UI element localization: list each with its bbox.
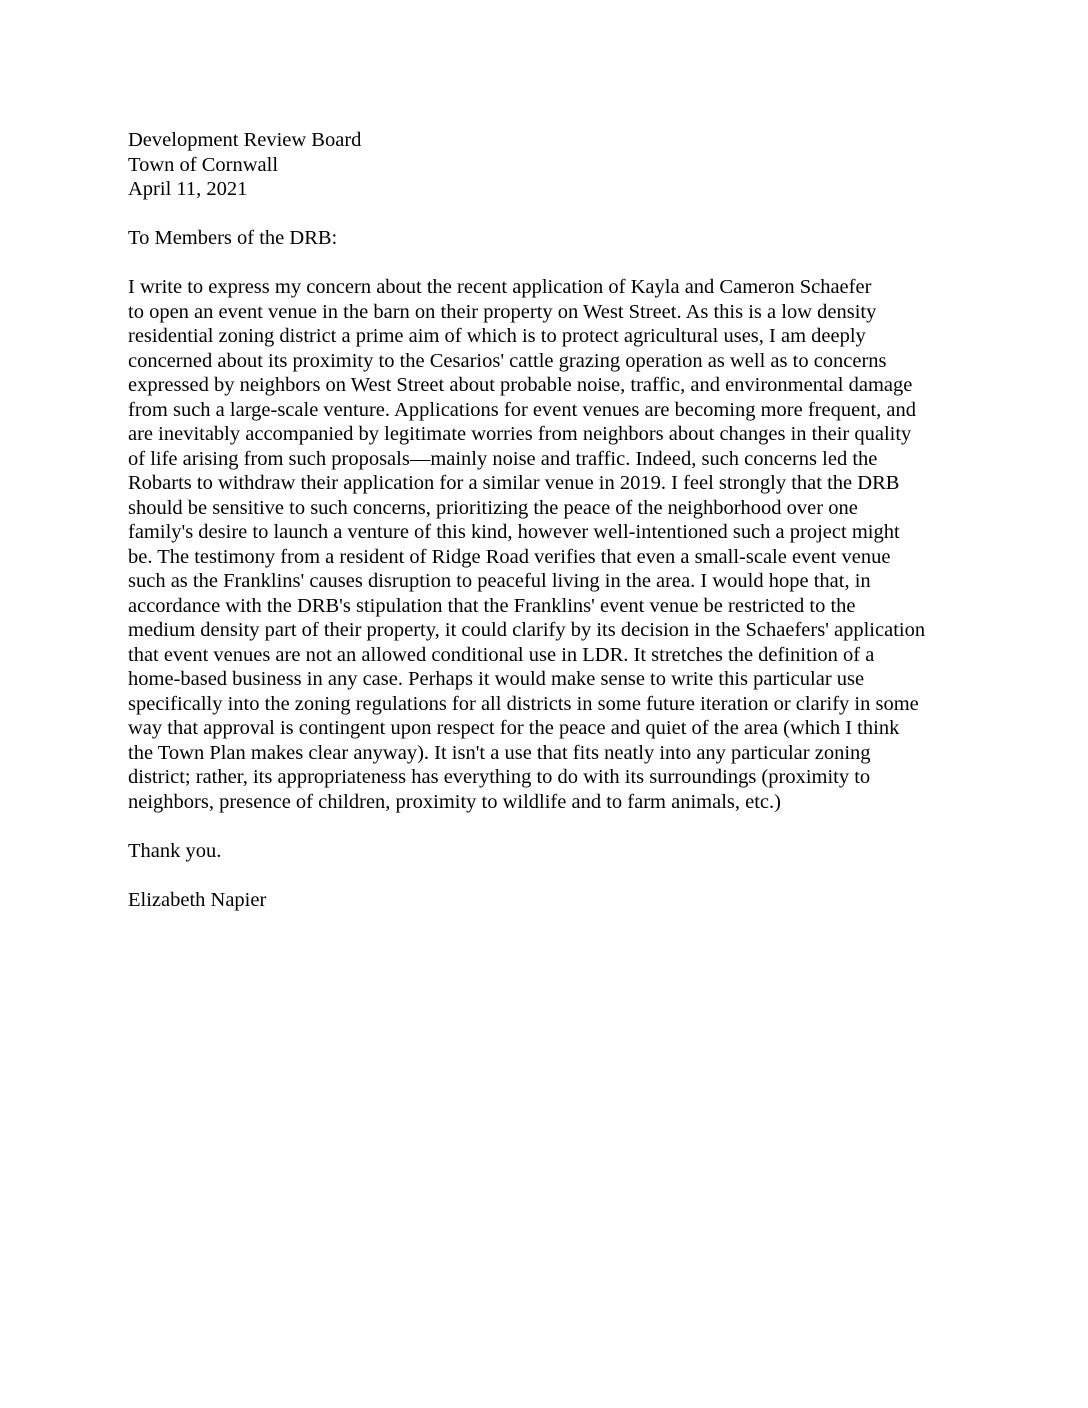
body-line: of life arising from such proposals—mainly noise and traffic. Indeed, such concerns led the — [128, 447, 878, 470]
body-line: the Town Plan makes clear anyway). It isn't a use that fits neatly into any particular zoning — [128, 741, 871, 764]
body-line: neighbors, presence of children, proximity to wildlife and to farm animals, etc.) — [128, 790, 781, 813]
body-line: Robarts to withdraw their application for a similar venue in 2019. I feel strongly that the DRB — [128, 472, 900, 494]
body-line: be. The testimony from a resident of Ridge Road verifies that even a small-scale event venue — [128, 545, 891, 568]
body-line: that event venues are not an allowed conditional use in LDR. It stretches the definition of a — [128, 643, 875, 666]
body-line: residential zoning district a prime aim of which is to protect agricultural uses, I am deeply — [128, 325, 866, 347]
body-line: are inevitably accompanied by legitimate worries from neighbors about changes in their quality — [128, 423, 912, 445]
body-line: concerned about its proximity to the Cesarios' cattle grazing operation as well as to concerns — [128, 349, 887, 372]
body-line: expressed by neighbors on West Street about probable noise, traffic, and environmental damage — [128, 374, 913, 396]
recipient-block — [128, 128, 988, 202]
body-line: to open an event venue in the barn on their property on West Street. As this is a low density — [128, 300, 877, 323]
body-line: should be sensitive to such concerns, prioritizing the peace of the neighborhood over one — [128, 496, 858, 519]
body-line: medium density part of their property, it could clarify by its decision in the Schaefers' application — [128, 619, 926, 641]
body-line: such as the Franklins' causes disruption to peaceful living in the area. I would hope that, in — [128, 570, 871, 592]
salutation: To Members of the DRB: — [128, 227, 338, 249]
recipient-town: Town of Cornwall — [128, 153, 279, 176]
letter-date: April 11, 2021 — [128, 178, 248, 200]
body-line: from such a large-scale venture. Applications for event venues are becoming more frequent, and — [128, 398, 916, 421]
body-line: way that approval is contingent upon respect for the peace and quiet of the area (which I think — [128, 717, 900, 739]
body-line: I write to express my concern about the recent application of Kayla and Cameron Schaefer — [128, 276, 872, 298]
body-line: specifically into the zoning regulations for all districts in some future iteration or clarify in some — [128, 692, 919, 715]
closing: Thank you. — [128, 839, 222, 862]
letter — [128, 128, 988, 912]
body-paragraph — [128, 275, 988, 814]
signature: Elizabeth Napier — [128, 888, 267, 911]
body-line: district; rather, its appropriateness has everything to do with its surroundings (proximity to — [128, 766, 871, 788]
body-line: family's desire to launch a venture of this kind, however well-intentioned such a project might — [128, 521, 900, 543]
body-line: home-based business in any case. Perhaps it would make sense to write this particular use — [128, 668, 865, 690]
body-line: accordance with the DRB's stipulation that the Franklins' event venue be restricted to the — [128, 594, 856, 617]
recipient-name: Development Review Board — [128, 129, 362, 151]
